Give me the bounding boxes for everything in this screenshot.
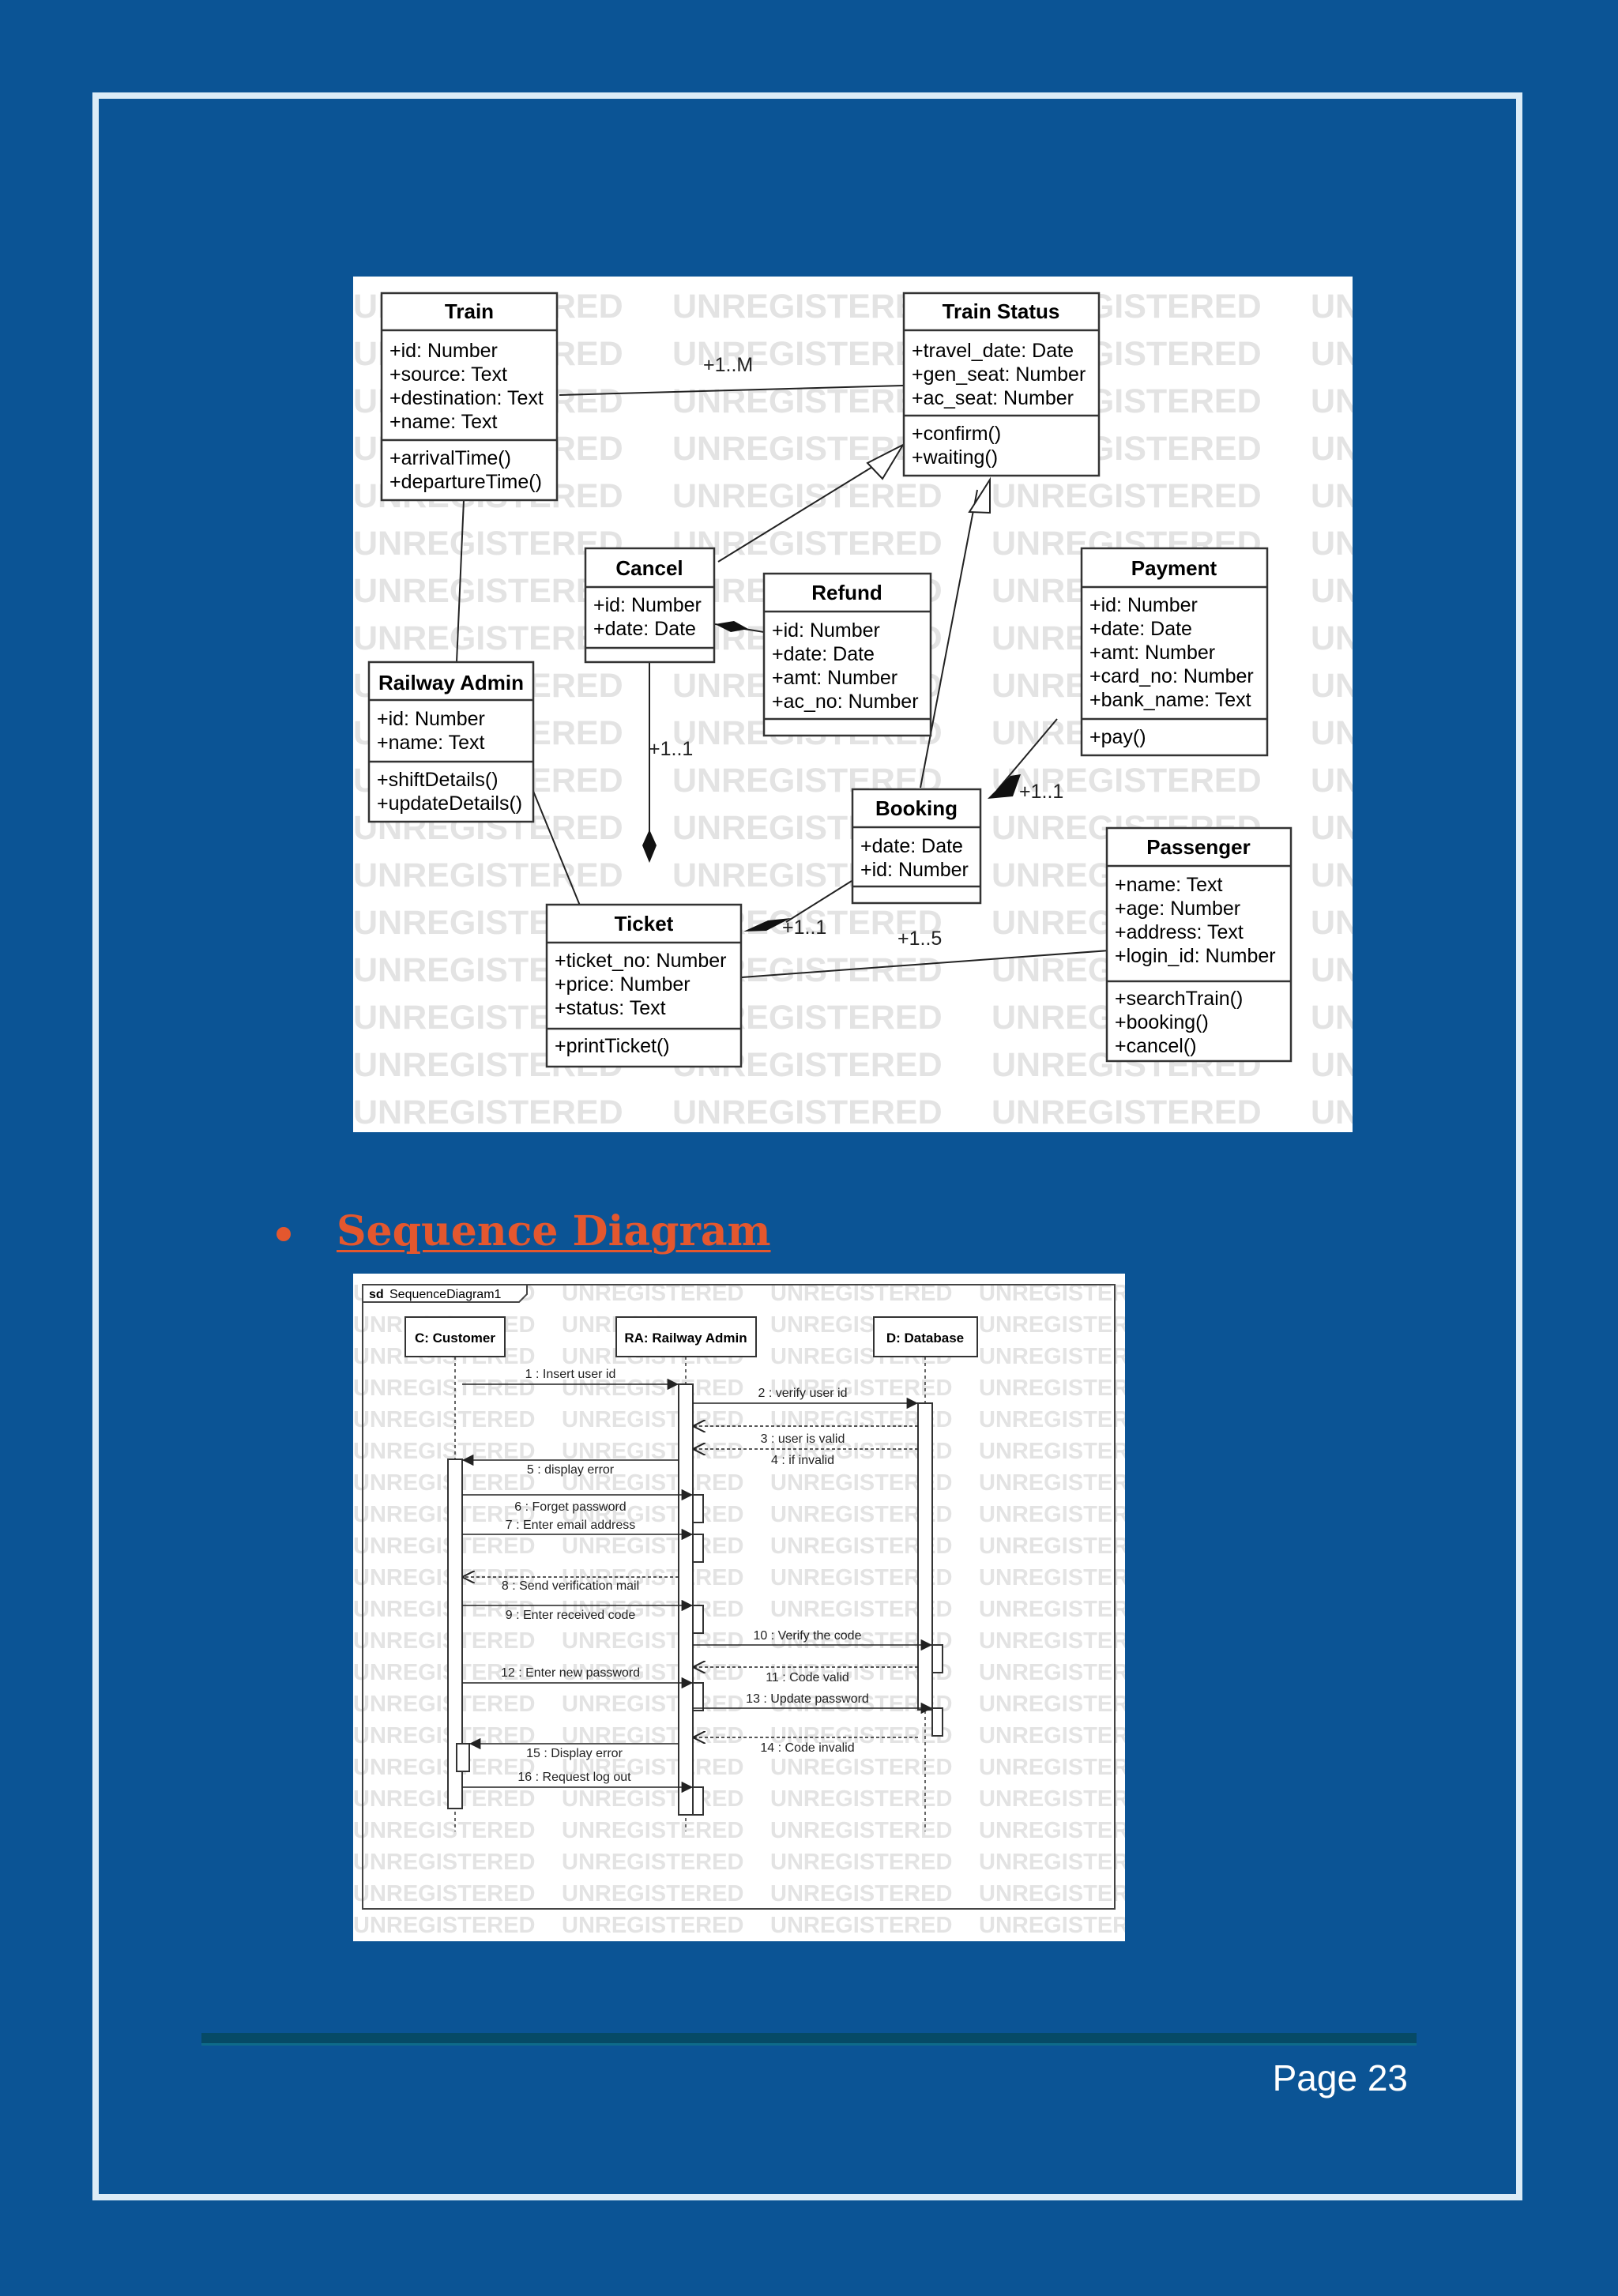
class-attribute: +amt: Number — [772, 667, 898, 689]
class-attribute: +travel_date: Date — [912, 340, 1074, 362]
message-label: 12 : Enter new password — [500, 1666, 641, 1680]
class-method: +confirm() — [912, 423, 1002, 445]
multiplicity-label: +1..5 — [897, 928, 943, 950]
page-number: Page 23 — [1272, 2057, 1408, 2098]
message-label: 9 : Enter received code — [505, 1609, 636, 1622]
class-train-status — [904, 293, 1099, 476]
class-method: +cancel() — [1115, 1035, 1197, 1057]
class-attribute: +id: Number — [860, 859, 969, 881]
message-label: 4 : if invalid — [770, 1454, 835, 1467]
multiplicity-label: +1..1 — [1019, 781, 1064, 803]
class-attribute: +date: Date — [1089, 618, 1192, 640]
class-cancel — [585, 548, 714, 662]
message-label: 6 : Forget password — [514, 1500, 627, 1514]
class-attribute: +gen_seat: Number — [912, 363, 1086, 386]
class-method: +departureTime() — [389, 471, 542, 493]
message-label: 14 : Code invalid — [760, 1741, 855, 1755]
message-label: 16 : Request log out — [517, 1771, 631, 1784]
class-method: +searchTrain() — [1115, 988, 1244, 1010]
class-attribute: +id: Number — [772, 619, 880, 642]
class-attribute: +age: Number — [1115, 898, 1241, 920]
class-method: +waiting() — [912, 446, 999, 469]
class-booking — [852, 789, 980, 903]
class-method: +booking() — [1115, 1011, 1209, 1033]
class-title: Booking — [875, 796, 958, 820]
class-title: Railway Admin — [378, 671, 524, 694]
class-title: Payment — [1131, 556, 1217, 580]
class-attribute: +bank_name: Text — [1089, 689, 1251, 711]
lifeline-label: C: Customer — [414, 1331, 496, 1346]
class-attribute: +ac_seat: Number — [912, 387, 1074, 409]
message-label: 2 : verify user id — [758, 1387, 848, 1400]
lifeline-database — [874, 1317, 977, 1357]
class-attribute: +card_no: Number — [1089, 665, 1254, 687]
sd-frame-label: SequenceDiagram1 — [389, 1288, 502, 1301]
message-label: 5 : display error — [526, 1463, 615, 1477]
message-label: 13 : Update password — [746, 1692, 869, 1706]
class-attribute: +ticket_no: Number — [555, 950, 727, 972]
class-attribute: +id: Number — [1089, 594, 1198, 616]
class-title: Train Status — [942, 299, 1060, 323]
class-attribute: +id: Number — [389, 340, 498, 362]
class-payment — [1082, 548, 1267, 755]
class-attribute: +address: Text — [1115, 921, 1244, 943]
class-train — [382, 293, 557, 500]
class-method: +updateDetails() — [377, 792, 523, 815]
message-label: 8 : Send verification mail — [501, 1579, 640, 1593]
class-attribute: +name: Text — [377, 732, 485, 754]
class-title: Refund — [811, 581, 882, 604]
class-attribute: +name: Text — [1115, 874, 1223, 896]
message-label: 15 : Display error — [526, 1747, 623, 1760]
message-label: 3 : user is valid — [760, 1432, 845, 1446]
class-method: +shiftDetails() — [377, 769, 499, 791]
class-title: Cancel — [615, 556, 683, 580]
lifeline-admin — [616, 1317, 756, 1357]
lifeline-customer — [405, 1317, 505, 1357]
sd-keyword: sd — [369, 1288, 384, 1301]
lifeline-label: D: Database — [886, 1331, 965, 1346]
class-attribute: +source: Text — [389, 363, 507, 386]
class-attribute: +id: Number — [593, 594, 702, 616]
class-attribute: +date: Date — [593, 618, 696, 640]
class-method: +arrivalTime() — [389, 447, 511, 469]
class-refund — [764, 574, 931, 736]
class-title: Train — [444, 299, 495, 323]
class-attribute: +destination: Text — [389, 387, 544, 409]
class-attribute: +price: Number — [555, 973, 690, 996]
multiplicity-label: +1..M — [703, 354, 754, 376]
watermark-pattern — [353, 1274, 1125, 1941]
message-label: 10 : Verify the code — [753, 1629, 862, 1643]
class-attribute: +name: Text — [389, 411, 498, 433]
class-attribute: +date: Date — [860, 835, 963, 857]
sequence-diagram — [353, 1274, 1125, 1941]
lifeline-label: RA: Railway Admin — [624, 1331, 747, 1346]
class-attribute: +amt: Number — [1089, 642, 1216, 664]
multiplicity-label: +1..1 — [782, 917, 827, 939]
class-passenger — [1107, 828, 1291, 1061]
footer-rule — [201, 2033, 1417, 2046]
class-railway-admin — [369, 662, 533, 822]
class-diagram — [353, 277, 1353, 1132]
class-title: Passenger — [1146, 835, 1251, 859]
section-heading — [277, 1207, 771, 1255]
message-label: 1 : Insert user id — [525, 1368, 616, 1381]
multiplicity-label: +1..1 — [649, 738, 694, 760]
class-attribute: +login_id: Number — [1115, 945, 1276, 967]
class-method: +printTicket() — [555, 1035, 670, 1057]
class-title: Ticket — [614, 912, 674, 935]
class-attribute: +status: Text — [555, 997, 666, 1019]
class-method: +pay() — [1089, 726, 1146, 748]
bullet-icon — [277, 1227, 291, 1241]
message-label: 11 : Code valid — [766, 1671, 849, 1684]
class-attribute: +id: Number — [377, 708, 485, 730]
section-title: Sequence Diagram — [337, 1207, 771, 1255]
class-attribute: +ac_no: Number — [772, 691, 919, 713]
class-attribute: +date: Date — [772, 643, 875, 665]
message-label: 7 : Enter email address — [505, 1519, 636, 1532]
class-ticket — [547, 905, 741, 1067]
